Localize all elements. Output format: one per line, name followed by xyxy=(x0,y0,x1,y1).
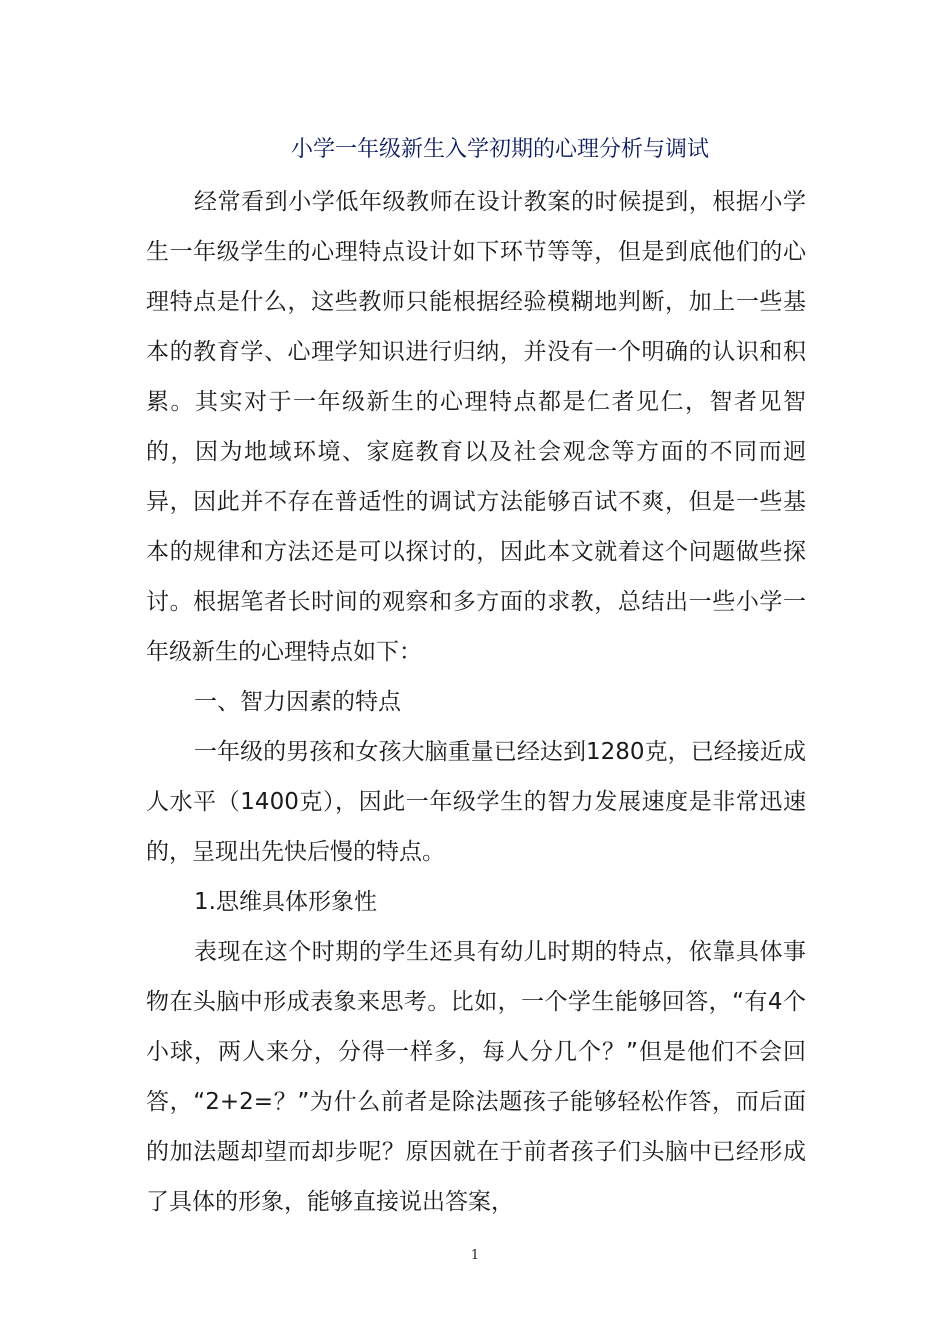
paragraph-brain-weight: 一年级的男孩和女孩大脑重量已经达到1280克，已经接近成人水平（1400克），因此一年级学生的智力发展速度是非常迅速的，呈现出先快后慢的特点。 xyxy=(146,739,806,865)
section-heading-intellectual-factors: 一、智力因素的特点 xyxy=(194,689,401,715)
paragraph-intro: 经常看到小学低年级教师在设计教案的时候提到，根据小学生一年级学生的心理特点设计如下环节等等，但是到底他们的心理特点是什么，这些教师只能根据经验模糊地判断，加上一些基本的教育学、心理学知识进行归纳，并没有一个明确的认识和积累。其实对于一年级新生的心理特点都是仁者见仁，智者见智的，因为地域环境、家庭教育以及社会观念等方面的不同而迥异，因此并不存在普适性的调试方法能够百试不爽，但是一些基本的规律和方法还是可以探讨的，因此本文就着这个问题做些探讨。根据笔者长时间的观察和多方面的求教，总结出一些小学一年级新生的心理特点如下： xyxy=(146,189,806,665)
document-title: 小学一年级新生入学初期的心理分析与调试 xyxy=(290,137,709,162)
subheading-concrete-thinking: 1.思维具体形象性 xyxy=(194,889,377,915)
paragraph-concrete-thinking: 表现在这个时期的学生还具有幼儿时期的特点，依靠具体事物在头脑中形成表象来思考。比如，一个学生能够回答，“有4个小球，两人来分，分得一样多，每人分几个？”但是他们不会回答，“2+2=？”为什么前者是除法题孩子能够轻松作答，而后面的加法题却望而却步呢？原因就在于前者孩子们头脑中已经形成了具体的形象，能够直接说出答案， xyxy=(146,939,806,1215)
page-number: 1 xyxy=(470,1248,480,1263)
document-body xyxy=(146,177,806,1227)
